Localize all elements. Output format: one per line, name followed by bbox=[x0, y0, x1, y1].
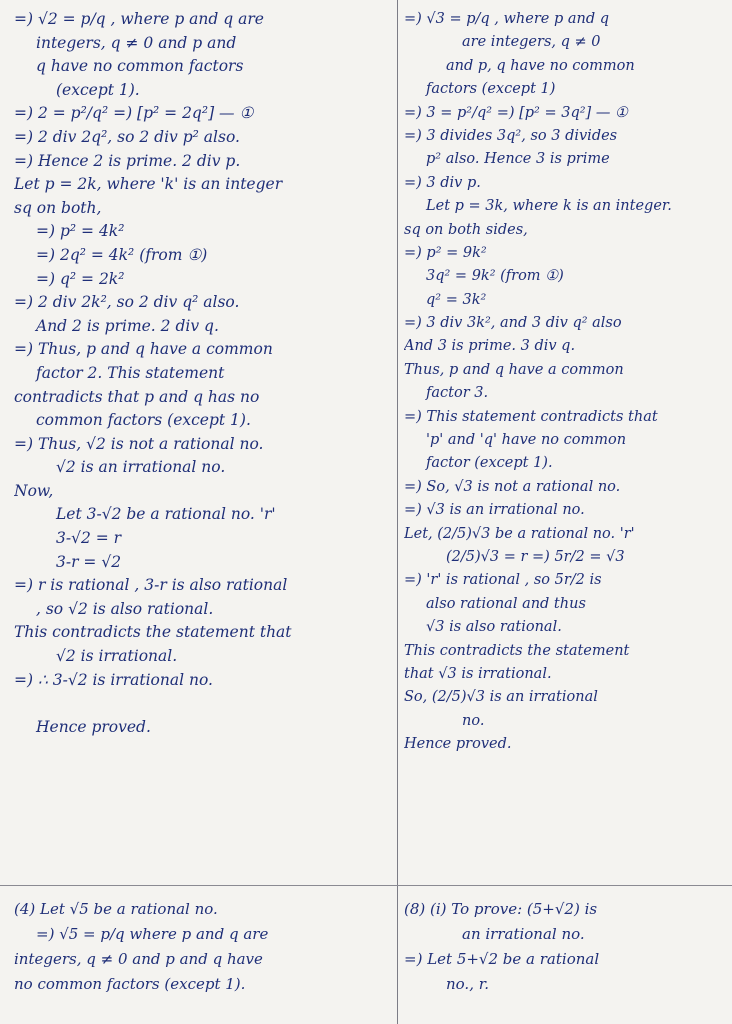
handwritten-line: =) √3 = p/q , where p and q bbox=[404, 11, 610, 27]
left-column bbox=[14, 8, 392, 739]
handwritten-line: no. bbox=[462, 712, 485, 729]
handwritten-line: are integers, q ≠ 0 bbox=[462, 34, 601, 51]
handwritten-line: =) √3 is an irrational no. bbox=[404, 502, 585, 519]
handwritten-line: √2 is irrational. bbox=[56, 647, 178, 666]
handwritten-line: So, (2/5)√3 is an irrational bbox=[404, 689, 598, 706]
handwritten-line: √3 is also rational. bbox=[426, 619, 562, 636]
bottom-left-section bbox=[14, 897, 392, 997]
handwritten-line: factor 2. This statement bbox=[36, 363, 225, 382]
handwritten-line: an irrational no. bbox=[462, 925, 585, 943]
handwritten-line: =) Let 5+√2 be a rational bbox=[404, 950, 600, 968]
handwritten-line: factor 3. bbox=[426, 385, 489, 402]
handwritten-line: =) 3 div p. bbox=[404, 174, 481, 191]
handwritten-line: 3-r = √2 bbox=[56, 552, 122, 571]
handwritten-line: =) 3 div 3k², and 3 div q² also bbox=[404, 315, 622, 332]
handwritten-line: common factors (except 1). bbox=[36, 411, 251, 430]
handwritten-line: And 3 is prime. 3 div q. bbox=[404, 338, 576, 355]
handwritten-line: =) p² = 9k² bbox=[404, 244, 487, 261]
handwritten-line: Let p = 2k, where 'k' is an integer bbox=[14, 175, 283, 194]
handwritten-line: =) So, √3 is not a rational no. bbox=[404, 478, 621, 495]
handwritten-line bbox=[14, 692, 392, 716]
handwritten-line: q² = 3k² bbox=[426, 291, 487, 308]
handwritten-line: =) This statement contradicts that bbox=[404, 408, 658, 425]
handwritten-line: Now, bbox=[14, 481, 54, 500]
handwritten-line: This contradicts the statement that bbox=[14, 623, 292, 642]
handwritten-line: sq on both, bbox=[14, 198, 102, 217]
handwritten-line: Let, (2/5)√3 be a rational no. 'r' bbox=[404, 525, 635, 542]
handwritten-line: √2 is an irrational no. bbox=[56, 458, 226, 477]
handwritten-line: =) r is rational , 3-r is also rational bbox=[14, 576, 288, 595]
handwritten-line: Thus, p and q have a common bbox=[404, 361, 624, 378]
handwritten-line: =) ∴ 3-√2 is irrational no. bbox=[14, 670, 213, 689]
handwritten-line: integers, q ≠ 0 and p and bbox=[36, 33, 237, 52]
handwritten-line: =) p² = 4k² bbox=[36, 222, 125, 241]
handwritten-line: contradicts that p and q has no bbox=[14, 387, 260, 406]
handwritten-line: Let p = 3k, where k is an integer. bbox=[426, 198, 672, 215]
handwritten-line: =) 3 = p²/q² =) [p² = 3q²] — ① bbox=[404, 104, 628, 121]
section-divider bbox=[0, 885, 732, 886]
handwritten-line: And 2 is prime. 2 div q. bbox=[36, 316, 219, 335]
handwritten-line: no common factors (except 1). bbox=[14, 975, 246, 993]
handwritten-line: =) Thus, √2 is not a rational no. bbox=[14, 434, 264, 453]
handwritten-line: also rational and thus bbox=[426, 595, 586, 612]
handwritten-line: 'p' and 'q' have no common bbox=[426, 432, 627, 449]
handwritten-line: that √3 is irrational. bbox=[404, 665, 552, 682]
handwritten-line: (8) (i) To prove: (5+√2) is bbox=[404, 900, 598, 918]
handwritten-line: Hence proved. bbox=[404, 736, 512, 753]
handwritten-line: This contradicts the statement bbox=[404, 642, 630, 659]
handwritten-line: integers, q ≠ 0 and p and q have bbox=[14, 950, 263, 968]
handwritten-line: (except 1). bbox=[56, 80, 140, 99]
handwritten-line: =) Thus, p and q have a common bbox=[14, 340, 273, 359]
handwritten-line: 3q² = 9k² (from ①) bbox=[426, 268, 564, 285]
handwritten-line: no., r. bbox=[446, 975, 490, 993]
handwritten-line: =) 3 divides 3q², so 3 divides bbox=[404, 127, 618, 144]
right-column bbox=[404, 8, 726, 757]
handwritten-line: =) √5 = p/q where p and q are bbox=[36, 925, 269, 943]
handwritten-line: factors (except 1) bbox=[426, 81, 556, 98]
handwritten-line: =) 'r' is rational , so 5r/2 is bbox=[404, 572, 602, 589]
handwritten-line: Let 3-√2 be a rational no. 'r' bbox=[56, 505, 276, 524]
handwritten-line: (2/5)√3 = r =) 5r/2 = √3 bbox=[446, 548, 625, 565]
handwritten-line: =) √2 = p/q , where p and q are bbox=[14, 10, 264, 28]
handwritten-line: sq on both sides, bbox=[404, 221, 528, 238]
handwritten-line: Hence proved. bbox=[36, 717, 151, 736]
handwritten-line: =) 2 div 2k², so 2 div q² also. bbox=[14, 293, 240, 312]
handwritten-line: =) 2 = p²/q² =) [p² = 2q²] — ① bbox=[14, 104, 254, 123]
handwritten-line: =) 2q² = 4k² (from ①) bbox=[36, 245, 208, 264]
handwritten-line: , so √2 is also rational. bbox=[36, 599, 214, 618]
bottom-right-section bbox=[404, 897, 726, 997]
handwritten-line: and p, q have no common bbox=[446, 57, 635, 74]
column-divider bbox=[397, 0, 398, 1024]
handwritten-line: =) q² = 2k² bbox=[36, 269, 125, 288]
handwritten-line: (4) Let √5 be a rational no. bbox=[14, 900, 218, 918]
handwritten-line: 3-√2 = r bbox=[56, 529, 122, 548]
handwritten-line: p² also. Hence 3 is prime bbox=[426, 151, 610, 168]
handwritten-line: =) Hence 2 is prime. 2 div p. bbox=[14, 151, 241, 170]
handwritten-line: q have no common factors bbox=[36, 57, 244, 76]
handwritten-line: factor (except 1). bbox=[426, 455, 553, 472]
handwritten-line: =) 2 div 2q², so 2 div p² also. bbox=[14, 127, 240, 146]
